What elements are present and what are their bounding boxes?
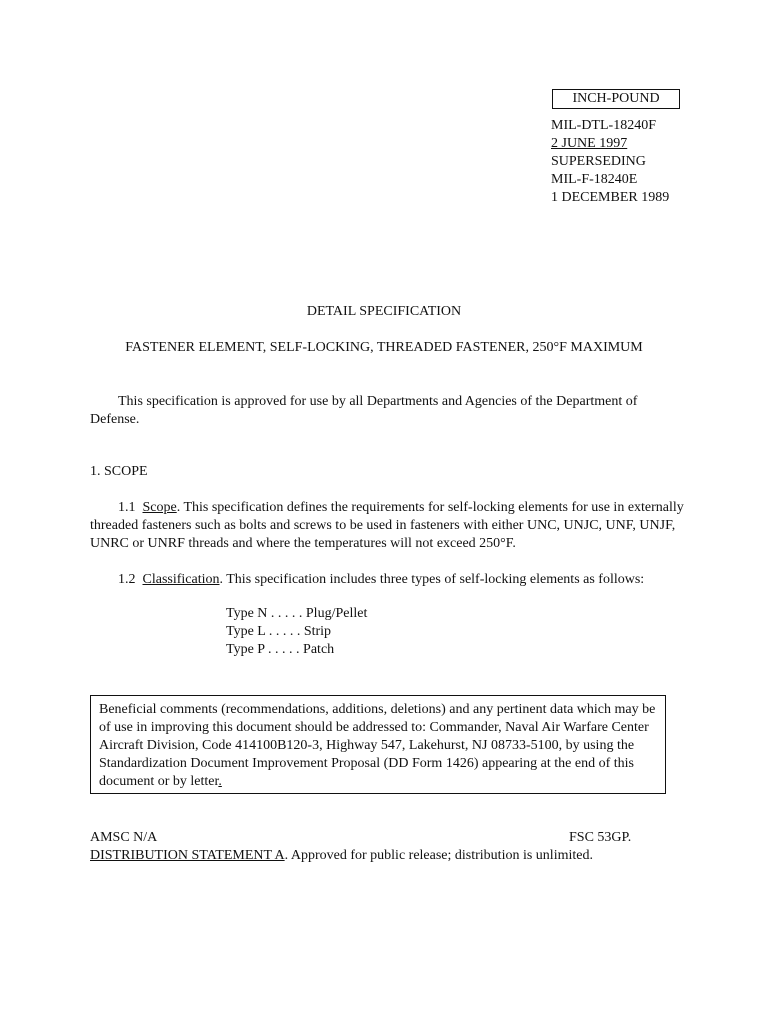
superseded-document-id: MIL-F-18240E <box>551 172 638 187</box>
type-item: Type P . . . . . Patch <box>226 642 335 657</box>
paragraph-1-1-number: 1.1 <box>118 500 136 515</box>
paragraph-1-1-text: . This specification defines the requirements for self-locking elements for use in externally threaded fasteners such as bolts and screws to be used in fasteners with either UNC, UNJC, UNF, UNJF, UNRC or UNRF threads and where the temperatures will not exceed 250°F. <box>90 500 684 551</box>
beneficial-comments-notice <box>90 695 666 794</box>
paragraph-1-1-title: Scope <box>142 500 177 515</box>
distribution-statement <box>90 847 593 865</box>
section-1-heading: 1. SCOPE <box>90 464 148 479</box>
inch-pound-box: INCH-POUND <box>552 89 680 109</box>
type-item: Type L . . . . . Strip <box>226 624 332 639</box>
paragraph-1-2 <box>90 571 690 589</box>
paragraph-1-1 <box>90 499 690 553</box>
type-item: Type N . . . . . Plug/Pellet <box>226 606 368 621</box>
document-type-heading: DETAIL SPECIFICATION <box>306 304 462 319</box>
amsc-code: AMSC N/A <box>90 830 158 845</box>
document-header <box>551 117 669 207</box>
distribution-label: DISTRIBUTION STATEMENT A <box>90 848 285 863</box>
superseding-label: SUPERSEDING <box>551 154 646 169</box>
paragraph-1-2-title: Classification <box>142 572 220 587</box>
distribution-text: . Approved for public release; distribution is unlimited. <box>284 848 593 863</box>
paragraph-1-2-number: 1.2 <box>118 572 136 587</box>
superseded-document-date: 1 DECEMBER 1989 <box>551 190 670 205</box>
element-types-list <box>226 605 367 659</box>
document-id: MIL-DTL-18240F <box>551 118 656 133</box>
fsc-code: FSC 53GP. <box>569 830 632 845</box>
paragraph-1-2-text: . This specification includes three types of self-locking elements as follows: <box>219 572 645 587</box>
approval-statement: This specification is approved for use by all Departments and Agencies of the Department of Defense. <box>90 394 638 427</box>
document-date: 2 JUNE 1997 <box>551 136 628 151</box>
document-subject-title: FASTENER ELEMENT, SELF-LOCKING, THREADED FASTENER, 250°F MAXIMUM <box>125 340 643 355</box>
notice-text: Beneficial comments (recommendations, additions, deletions) and any pertinent data which may be of use in improving this document should be addressed to: Commander, Naval Air Warfare Center Aircraft Division, Code 414100B120-3, Highway 547, Lakehurst, NJ 08733-5100, by using the Standardization Document Improvement Proposal (DD Form 1426) appearing at the end of this document or by letter <box>99 702 656 789</box>
notice-end-punctuation: . <box>218 774 222 789</box>
